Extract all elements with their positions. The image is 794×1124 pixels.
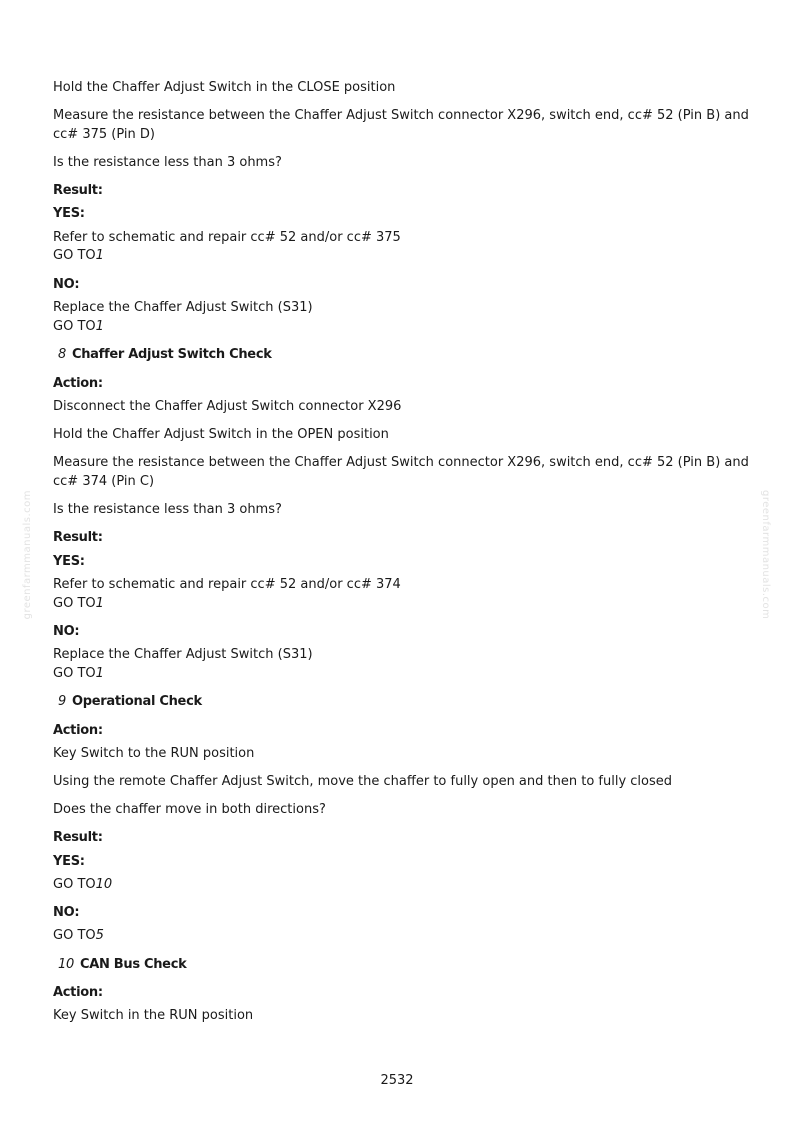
instruction-text: Measure the resistance between the Chaffer Adjust Switch connector X296, switch end, cc# 52 (Pin B) and cc# 374 (Pin C) [53,455,749,489]
goto-link[interactable] [53,875,753,894]
no-instruction: Replace the Chaffer Adjust Switch (S31) [53,647,313,662]
goto-prefix: GO TO [53,877,96,892]
step-heading-9 [53,692,753,711]
result-label: Result: [53,830,103,845]
goto-target: 1 [95,596,104,611]
step-heading-10 [53,955,753,974]
watermark-left: greenfarmmanuals.com [22,490,33,620]
instruction-text: Hold the Chaffer Adjust Switch in the OPEN position [53,427,389,442]
instruction-text: Measure the resistance between the Chaffer Adjust Switch connector X296, switch end, cc# 52 (Pin B) and cc# 375 (Pin D) [53,108,749,142]
yes-label: YES: [53,554,85,569]
instruction-text: Key Switch in the RUN position [53,1008,254,1023]
step-title: CAN Bus Check [79,957,187,972]
action-label: Action: [53,985,103,1000]
instruction-text: Key Switch to the RUN position [53,746,255,761]
goto-prefix: GO TO [53,666,96,681]
goto-link[interactable] [53,926,753,945]
action-label: Action: [53,723,103,738]
yes-label: YES: [53,206,85,221]
goto-target: 5 [95,928,104,943]
instruction-text: Using the remote Chaffer Adjust Switch, move the chaffer to fully open and then to fully closed [53,774,673,789]
no-label: NO: [53,277,80,292]
yes-instruction: Refer to schematic and repair cc# 52 and/or cc# 375 [53,230,401,245]
question-text: Is the resistance less than 3 ohms? [53,155,282,170]
goto-link[interactable] [53,317,753,336]
step-title: Operational Check [71,694,202,709]
watermark-right: greenfarmmanuals.com [760,490,771,620]
action-label: Action: [53,376,103,391]
step-title: Chaffer Adjust Switch Check [71,347,272,362]
goto-link[interactable] [53,246,753,265]
goto-target: 1 [95,666,104,681]
goto-target: 1 [95,319,104,334]
goto-link[interactable] [53,664,753,683]
step-number: 9 [58,694,66,709]
instruction-text: Disconnect the Chaffer Adjust Switch connector X296 [53,399,402,414]
question-text: Is the resistance less than 3 ohms? [53,502,282,517]
no-label: NO: [53,905,80,920]
document-page [53,0,753,1124]
step-number: 8 [58,347,66,362]
yes-instruction: Refer to schematic and repair cc# 52 and/or cc# 374 [53,577,401,592]
instruction-text: Hold the Chaffer Adjust Switch in the CLOSE position [53,80,396,95]
goto-prefix: GO TO [53,596,96,611]
yes-label: YES: [53,854,85,869]
no-label: NO: [53,624,80,639]
goto-prefix: GO TO [53,928,96,943]
no-instruction: Replace the Chaffer Adjust Switch (S31) [53,300,313,315]
goto-prefix: GO TO [53,319,96,334]
step-number: 10 [58,957,74,972]
result-label: Result: [53,530,103,545]
goto-link[interactable] [53,594,753,613]
goto-target: 10 [95,877,113,892]
question-text: Does the chaffer move in both directions? [53,802,326,817]
step-heading-8 [53,345,753,364]
goto-target: 1 [95,248,104,263]
result-label: Result: [53,183,103,198]
goto-prefix: GO TO [53,248,96,263]
page-number: 2532 [380,1073,414,1088]
